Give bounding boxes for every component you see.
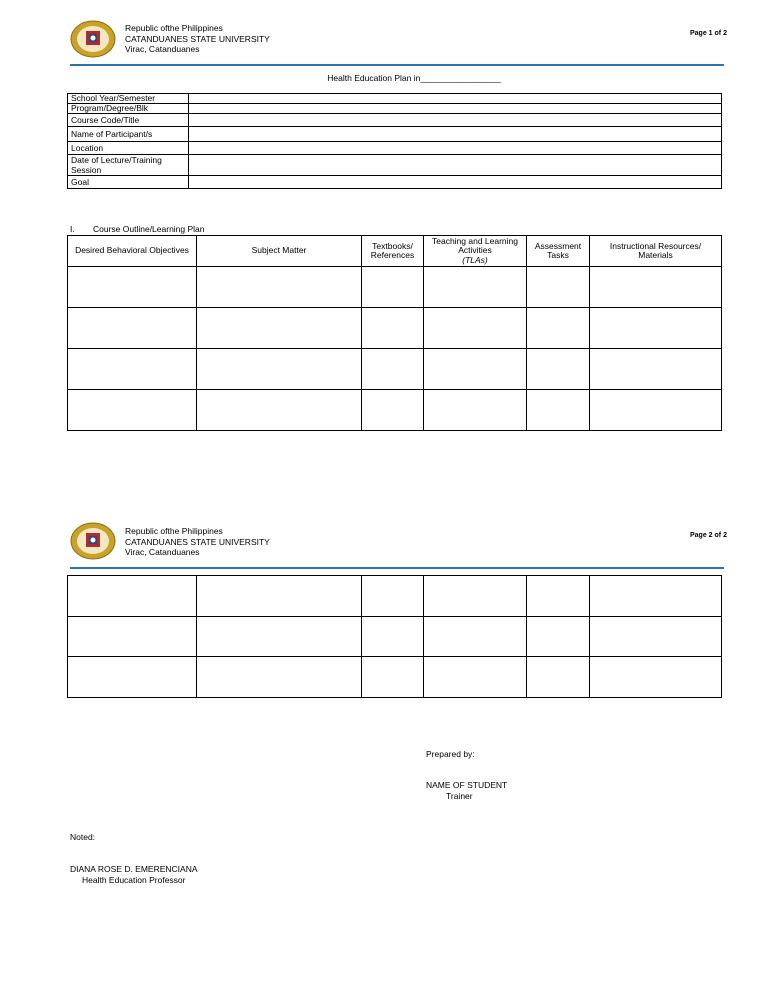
table-cell[interactable] [362, 576, 424, 617]
col-header-resources: Instructional Resources/ Materials [590, 236, 722, 267]
info-table [67, 93, 722, 189]
table-cell[interactable] [362, 390, 424, 431]
table-cell[interactable] [590, 657, 722, 698]
table-row [68, 617, 722, 657]
letterhead-address: Virac, Catanduanes [125, 44, 200, 54]
table-cell[interactable] [590, 267, 722, 308]
table-cell[interactable] [197, 390, 362, 431]
table-cell[interactable] [527, 576, 590, 617]
table-cell[interactable] [197, 576, 362, 617]
col-header-objectives: Desired Behavioral Objectives [68, 236, 197, 267]
table-cell[interactable] [424, 617, 527, 657]
table-cell[interactable] [424, 576, 527, 617]
table-cell[interactable] [68, 657, 197, 698]
tla-abbrev: (TLAs) [462, 254, 488, 265]
table-row [68, 308, 722, 349]
info-label: Location [68, 142, 189, 155]
table-cell[interactable] [590, 308, 722, 349]
table-cell[interactable] [68, 267, 197, 308]
learning-plan-table [67, 235, 722, 431]
table-header-row [68, 236, 722, 267]
table-cell[interactable] [68, 617, 197, 657]
info-label: School Year/Semester [68, 94, 189, 104]
university-seal-logo [70, 20, 116, 58]
table-cell[interactable] [590, 390, 722, 431]
page-number: Page 1 of 2 [690, 30, 727, 37]
table-cell[interactable] [424, 308, 527, 349]
section-number: I. [70, 224, 75, 234]
info-value[interactable] [189, 176, 722, 189]
col-header-textbooks: Textbooks/ References [362, 236, 424, 267]
table-row [68, 349, 722, 390]
info-value[interactable] [189, 94, 722, 104]
letterhead-address: Virac, Catanduanes [125, 547, 200, 557]
info-value[interactable] [189, 142, 722, 155]
table-cell[interactable] [527, 390, 590, 431]
table-cell[interactable] [362, 617, 424, 657]
student-role: Trainer [446, 791, 473, 801]
table-cell[interactable] [527, 267, 590, 308]
info-label: Goal [68, 176, 189, 189]
table-cell[interactable] [424, 267, 527, 308]
table-cell[interactable] [527, 617, 590, 657]
table-cell[interactable] [527, 657, 590, 698]
table-row [68, 267, 722, 308]
header-rule [70, 567, 724, 569]
letterhead [125, 526, 270, 558]
table-cell[interactable] [527, 308, 590, 349]
col-header-assessment: Assessment Tasks [527, 236, 590, 267]
info-row [68, 142, 722, 155]
table-cell[interactable] [197, 617, 362, 657]
table-cell[interactable] [424, 390, 527, 431]
header-rule [70, 64, 724, 66]
table-cell[interactable] [197, 267, 362, 308]
info-value[interactable] [189, 127, 722, 142]
table-cell[interactable] [527, 349, 590, 390]
table-cell[interactable] [424, 349, 527, 390]
info-value[interactable] [189, 104, 722, 114]
info-label: Name of Participant/s [68, 127, 189, 142]
info-label: Course Code/Title [68, 114, 189, 127]
table-cell[interactable] [590, 576, 722, 617]
table-cell[interactable] [590, 349, 722, 390]
table-row [68, 657, 722, 698]
document-title: Health Education Plan in_________________ [327, 73, 501, 83]
professor-name: DIANA ROSE D. EMERENCIANA [70, 864, 198, 874]
section-title: Course Outline/Learning Plan [93, 224, 205, 234]
table-cell[interactable] [68, 576, 197, 617]
letterhead-university: CATANDUANES STATE UNIVERSITY [125, 536, 270, 547]
info-value[interactable] [189, 155, 722, 176]
info-row [68, 127, 722, 142]
info-row [68, 155, 722, 176]
table-row [68, 390, 722, 431]
table-cell[interactable] [197, 657, 362, 698]
letterhead [125, 23, 270, 55]
letterhead-line1: Republic ofthe Philippines [125, 526, 223, 536]
col-header-tlas [424, 236, 527, 267]
learning-plan-table-continued [67, 575, 722, 698]
table-cell[interactable] [68, 308, 197, 349]
table-cell[interactable] [197, 349, 362, 390]
table-cell[interactable] [424, 657, 527, 698]
info-label: Program/Degree/Blk [68, 104, 189, 114]
letterhead-line1: Republic ofthe Philippines [125, 23, 223, 33]
noted-label: Noted: [70, 832, 96, 842]
professor-role: Health Education Professor [82, 875, 186, 885]
info-value[interactable] [189, 114, 722, 127]
table-cell[interactable] [590, 617, 722, 657]
table-cell[interactable] [68, 349, 197, 390]
col-header-subject-matter: Subject Matter [197, 236, 362, 267]
table-row [68, 576, 722, 617]
info-row [68, 104, 722, 114]
tla-title: Teaching and Learning Activities [431, 235, 518, 256]
table-cell[interactable] [362, 349, 424, 390]
page-number: Page 2 of 2 [690, 532, 727, 539]
info-label: Date of Lecture/Training Session [68, 155, 189, 176]
table-cell[interactable] [362, 657, 424, 698]
info-row [68, 176, 722, 189]
letterhead-university: CATANDUANES STATE UNIVERSITY [125, 33, 270, 44]
info-row [68, 114, 722, 127]
university-seal-logo [70, 522, 116, 560]
student-name: NAME OF STUDENT [426, 780, 508, 790]
table-cell[interactable] [197, 308, 362, 349]
prepared-by-label: Prepared by: [426, 749, 475, 759]
info-row [68, 94, 722, 104]
table-cell[interactable] [362, 267, 424, 308]
table-cell[interactable] [362, 308, 424, 349]
table-cell[interactable] [68, 390, 197, 431]
